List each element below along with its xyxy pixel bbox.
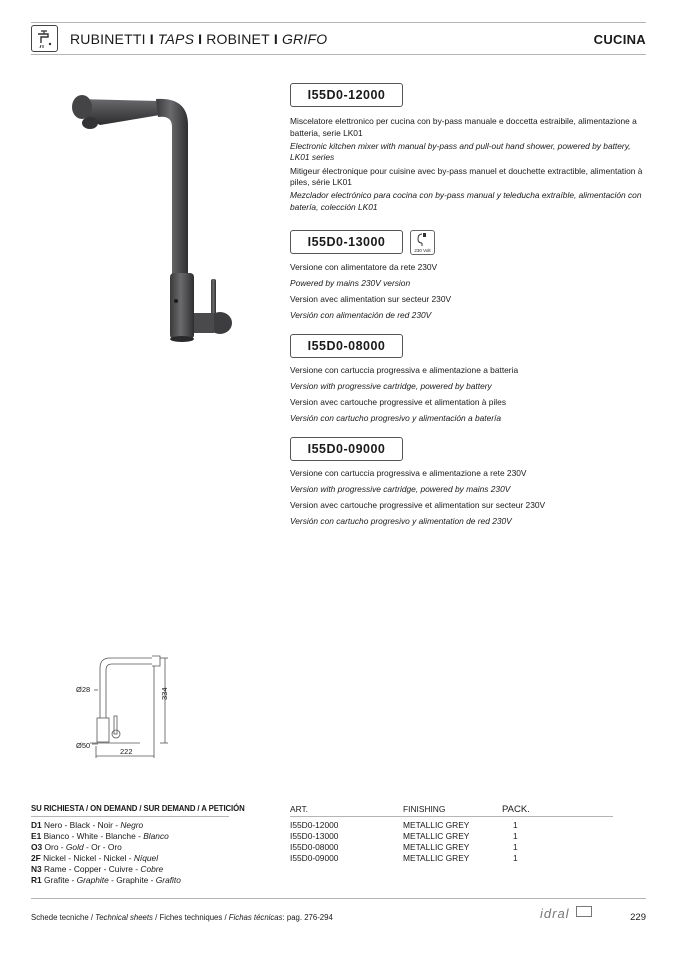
title-es: GRIFO <box>281 31 328 47</box>
table-cell: 1 <box>513 852 518 863</box>
tap-icon <box>31 25 58 52</box>
power-plug-icon <box>410 230 435 255</box>
title-it: RUBINETTI <box>70 31 146 47</box>
table-cell: 1 <box>513 830 518 841</box>
desc-es: Versión con alimentación de red 230V <box>290 309 432 320</box>
product-code-box: I55D0-08000 <box>290 334 403 358</box>
product-description <box>290 262 650 326</box>
section-label: CUCINA <box>593 32 646 47</box>
table-header-art: ART. <box>290 804 308 814</box>
table-cell: METALLIC GREY <box>403 841 470 852</box>
desc-en: Version with progressive cartridge, powered by battery <box>290 380 492 391</box>
dim-height: 334 <box>160 687 169 700</box>
product-code-box: I55D0-09000 <box>290 437 403 461</box>
finish-item: N3 Rame - Copper - Cuivre - Cobre <box>31 863 164 874</box>
dim-width: 222 <box>120 747 133 756</box>
table-col-pack <box>513 820 518 864</box>
table-cell: I55D0-08000 <box>290 841 339 852</box>
page-title <box>70 31 327 47</box>
desc-en: Version with progressive cartridge, powered by mains 230V <box>290 483 511 494</box>
table-header-pack: PACK. <box>502 804 530 815</box>
product-description <box>290 365 650 429</box>
on-demand-title: SU RICHIESTA / ON DEMAND / SUR DEMAND / A PETICIÓN <box>31 804 245 813</box>
desc-en: Powered by mains 230V version <box>290 277 411 288</box>
finish-item: R1 Grafite - Graphite - Graphite - Grafito <box>31 874 181 885</box>
footer-rule <box>31 898 646 899</box>
brand-mark-icon <box>576 906 592 917</box>
desc-it: Versione con cartuccia progressiva e alimentazione a batteria <box>290 365 519 375</box>
page-number: 229 <box>630 912 646 923</box>
voltage-label: 230 Volt <box>414 248 431 253</box>
finish-list <box>31 820 181 885</box>
desc-it: Miscelatore elettronico per cucina con by-pass manuale e doccetta estraibile, alimentazione a batteria, serie LK01 <box>290 116 637 138</box>
table-cell: 1 <box>513 841 518 852</box>
table-col-finishing <box>403 820 469 864</box>
table-cell: METALLIC GREY <box>403 852 470 863</box>
finish-item: O3 Oro - Gold - Or - Oro <box>31 841 122 852</box>
title-sep: I <box>149 31 154 47</box>
brand-logo <box>540 906 592 921</box>
product-code-box: I55D0-13000 <box>290 230 403 254</box>
table-col-art <box>290 820 338 864</box>
product-code-box: I55D0-12000 <box>290 83 403 107</box>
table-cell: I55D0-12000 <box>290 820 339 830</box>
product-description <box>290 116 650 215</box>
dim-diameter-bottom: Ø50 <box>76 741 91 750</box>
title-fr: ROBINET <box>206 31 270 47</box>
finish-item: 2F Nickel - Nickel - Nickel - Níquel <box>31 852 159 863</box>
table-cell: I55D0-09000 <box>290 852 339 863</box>
table-cell: I55D0-13000 <box>290 830 339 841</box>
desc-es: Versión con cartucho progresivo y alimentation de red 230V <box>290 515 512 526</box>
table-header-finishing: FINISHING <box>403 804 446 814</box>
faucet-photo <box>60 85 250 345</box>
table-cell: METALLIC GREY <box>403 830 470 841</box>
desc-it: Versione con alimentatore da rete 230V <box>290 262 438 272</box>
table-cell: METALLIC GREY <box>403 820 470 830</box>
desc-fr: Version avec alimentation sur secteur 230V <box>290 293 452 304</box>
footer-technical-sheets: Schede tecniche / Technical sheets / Fiches techniques / Fichas técnicas: pag. 276-294 <box>31 913 333 922</box>
finish-item: E1 Bianco - White - Blanche - Blanco <box>31 830 169 841</box>
table-rule <box>290 816 613 817</box>
brand-name: idral <box>540 906 570 921</box>
on-demand-rule <box>31 816 229 817</box>
finish-item: D1 Nero - Black - Noir - Negro <box>31 820 144 830</box>
product-description <box>290 468 650 532</box>
table-cell: 1 <box>513 820 518 830</box>
title-en: TAPS <box>157 31 195 47</box>
title-sep: I <box>198 31 203 47</box>
desc-it: Versione con cartuccia progressiva e alimentazione a rete 230V <box>290 468 527 478</box>
desc-fr: Mitigeur électronique pour cuisine avec by-pass manuel et douchette extractible, alimentation à piles, série LK01 <box>290 165 643 188</box>
desc-es: Versión con cartucho progresivo y alimentación a batería <box>290 412 502 423</box>
dim-diameter-top: Ø28 <box>76 685 91 694</box>
title-sep: I <box>273 31 278 47</box>
desc-en: Electronic kitchen mixer with manual by-pass and pull-out hand shower, powered by battery, LK01 series <box>290 140 631 163</box>
desc-fr: Version avec cartouche progressive et alimentation sur secteur 230V <box>290 499 546 510</box>
header-bottom-rule <box>31 54 646 55</box>
header-top-rule <box>31 22 646 23</box>
desc-fr: Version avec cartouche progressive et alimentation à piles <box>290 396 507 407</box>
desc-es: Mezclador electrónico para cocina con by-pass manual y teleducha extraíble, alimentación con batería, colección LK01 <box>290 190 642 212</box>
